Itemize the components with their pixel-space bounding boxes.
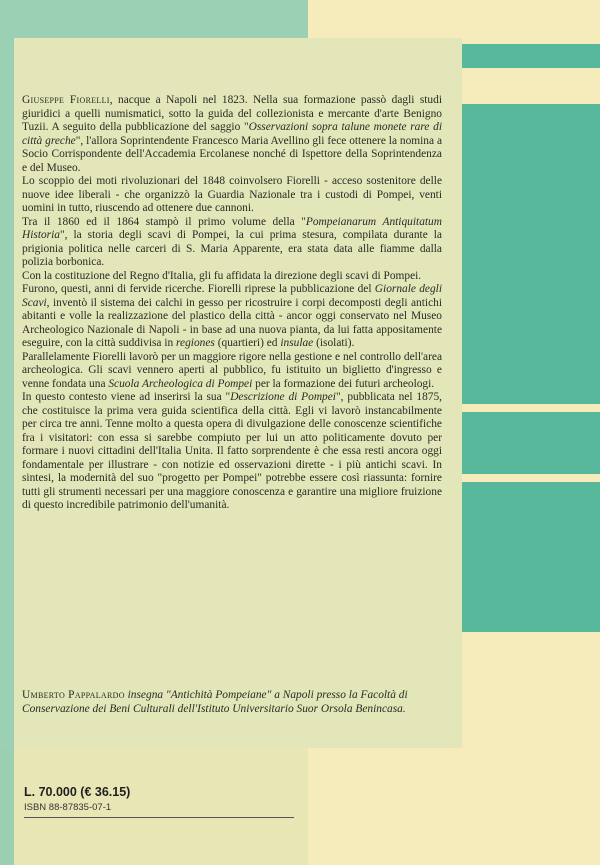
book-title: Giornale degli Scavi	[22, 283, 442, 309]
bio-name: Giuseppe Fiorelli	[22, 94, 110, 106]
bio-paragraph: Lo scoppio dei moti rivoluzionari del 1848 coinvolsero Fiorelli - acceso sostenitore delle nuove idee liberali - che organizzò la Guardia Nazionale tra i custodi di Pompei, venti uomini in tutto, riuscendo ad ottenere due cannoni.	[22, 175, 442, 214]
author-note: Umberto Pappalardo insegna "Antichità Pompeiane" a Napoli presso la Facoltà di Conservazione dei Beni Culturali dell'Istituto Universitario Suor Orsola Benincasa.	[22, 689, 408, 715]
book-title: Pompeianarum Antiquitatum Historia	[22, 215, 442, 241]
divider	[24, 817, 294, 818]
bio-paragraph: Con la costituzione del Regno d'Italia, gli fu affidata la direzione degli scavi di Pompei.	[22, 269, 422, 282]
bio-paragraph: In questo contesto viene ad inserirsi la sua "Descrizione di Pompei", pubblicata nel 1875, che costituisce la prima vera guida scientifica della città. Egli vi lavorò instancabilmente per circa tre anni. Tenne molto a questa opera di divulgazione delle conoscenze scientifiche fra i visitatori: con essa si sarebbe compiuto per lui un atto politicamente dovuto per formare i nuovi cittadini dell'Italia Unita. Il fatto sorprendente è che essa resti ancora oggi fondamentale per illustrare - con notizie ed osservazioni dirette - i più antichi scavi. In sintesi, la modernità del suo "progetto per Pompei" potrebbe essere così riassunta: fornire tutti gli strumenti necessari per una maggiore conoscenza e garantire una migliore fruizione di questo incredibile patrimonio dell'umanità.	[22, 391, 443, 511]
author-name: Umberto Pappalardo	[22, 689, 125, 701]
bio-paragraph: Parallelamente Fiorelli lavorò per un maggiore rigore nella gestione e nel controllo dell'area archeologica. Gli scavi vennero aperti al pubblico, fu istituito un biglietto d'ingresso e venne fondata una Scuola Archeologica di Pompei per la formazione dei futuri archeologi.	[22, 350, 442, 390]
bio-paragraph: Furono, questi, anni di fervide ricerche. Fiorelli riprese la pubblicazione del Giornale degli Scavi, inventò il sistema dei calchi in gesso per ricostruire i corpi decomposti degli antichi abitanti e volle la realizzazione del plastico della città - ancor oggi conservato nel Museo Archeologico Nazionale di Napoli - in base ad una nuova pianta, da lui fatta appositamente eseguire, con la città suddivisa in regiones (quartieri) ed insulae (isolati).	[22, 283, 442, 349]
price: L. 70.000 (€ 36.15)	[24, 785, 131, 799]
book-title: Scuola Archeologica di Pompei	[108, 377, 253, 390]
bio-paragraph: Giuseppe Fiorelli, nacque a Napoli nel 1823. Nella sua formazione passò dagli studi giuridici a quelli numismatici, sotto la guida del collezionista e mercante d'arte Benigno Tuzii. A seguito della pubblicazione del saggio "Osservazioni sopra talune monete rare di città greche", l'allora Soprintendente Francesco Maria Avellino gli fece ottenere la nomina a Socio Corrispondente dell'Accademia Ercolanese nonché di Ispettore della Soprintendenza e del Museo.	[22, 94, 443, 174]
isbn: ISBN 88-87835-07-1	[24, 802, 112, 813]
bio-paragraph: Tra il 1860 ed il 1864 stampò il primo volume della "Pompeianarum Antiquitatum Historia", la storia degli scavi di Pompei, la cui prima stesura, compilata durante la prigionia politica nelle carceri di S. Maria Apparente, era stata data alle fiamme dalla polizia borbonica.	[22, 215, 442, 268]
book-title: Descrizione di Pompei	[230, 391, 336, 403]
book-title: Osservazioni sopra talune monete rare di città greche	[22, 121, 442, 147]
biography-text	[22, 94, 442, 513]
course-title: Antichità Pompeiane	[170, 689, 267, 701]
